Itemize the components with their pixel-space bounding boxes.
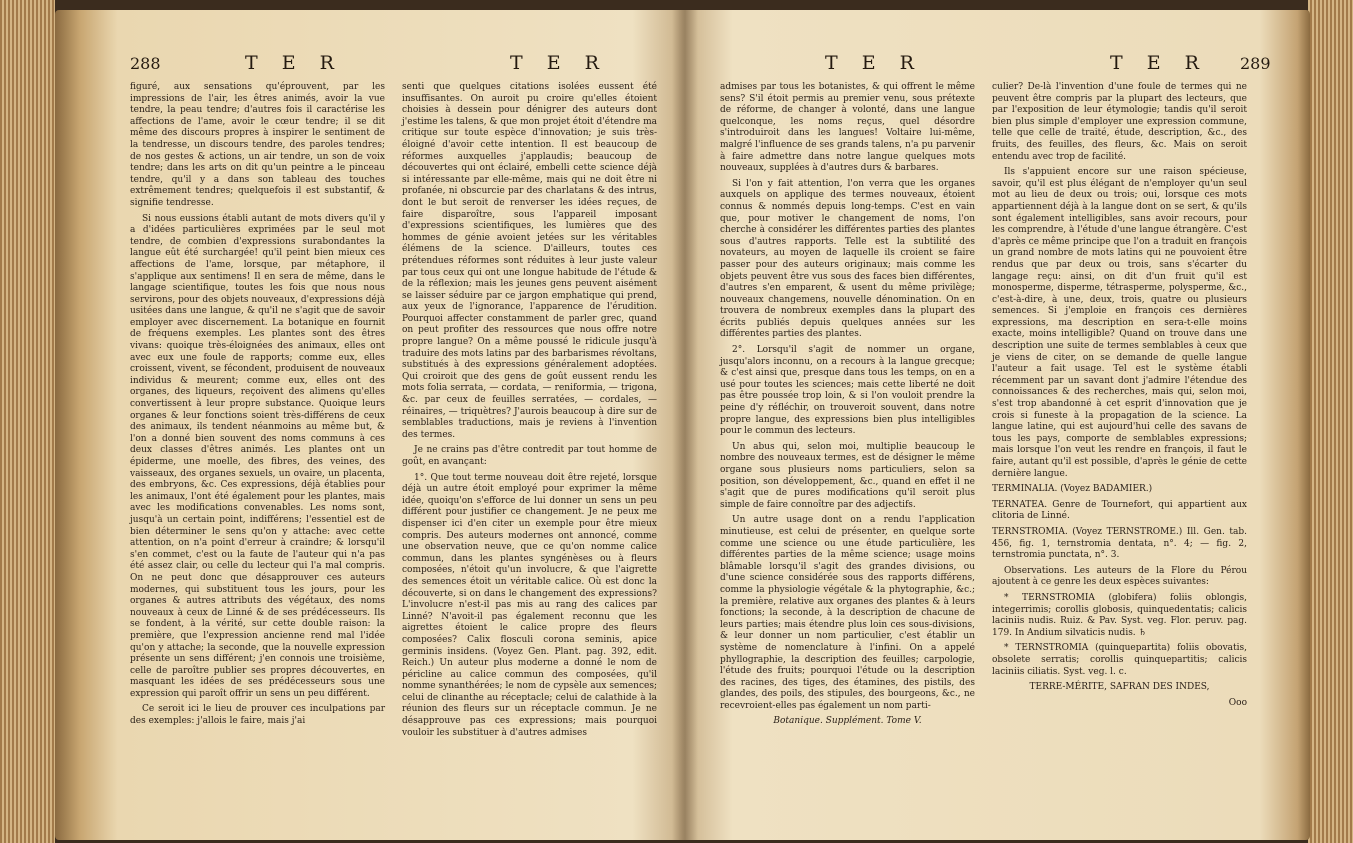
paragraph: Ils s'appuient encore sur une raison spécieuse, savoir, qu'il est plus élégant de n'employer qu'un seul mot au lieu de deux ou trois; oui, lorsque ces mots appartiennent déjà à la langue dont on se sert, & qu'ils sont également intelligibles, sans avoir recours, pour les comprendre, à l'étude d'une langue étrangère. C'est d'après ce même principe que l'on a traduit en françois un grand nombre de mots latins qui ne pouvoient être rendus que par deux ou trois, sans s'écarter du langage reçu: ainsi, on dit d'un fruit qu'il est monosperme, disperme, tétrasperme, polysperme, &c., c'est-à-dire, à une, deux, trois, quatre ou plusieurs semences. Si j'emploie en françois ces dernières expressions, ma description en sera-t-elle moins exacte, moins intelligible? Quand on trouve dans une description une suite de termes semblables à ceux que je viens de citer, on se demande de quelle langue l'auteur a fait usage. Tel est le système établi récemment par un savant dont j'admire l'étendue des connoissances & des recherches, mais qui, selon moi, s'est trop abandonné à cet esprit d'innovation que je crois si funeste à la propagation de la science. La langue latine, qui est aujourd'hui celle des savans de tous les pays, comporte de semblables expressions; mais lorsque l'on veut les rendre en françois, il faut le faire, autant qu'il est possible, d'après le génie de cette dernière langue. [992,167,1247,479]
left-running-head [130,52,670,76]
entry-terminalia: TERMINALIA. (Voyez BADAMIER.) [992,484,1153,495]
right-heading-right: T E R [1110,52,1208,74]
paragraph: senti que quelques citations isolées eussent été insuffisantes. On auroit pu croire qu'elles étoient choisies à dessein pour dénigrer des auteurs dont j'estime les talens, & que mon projet étoit d'étendre ma critique sur toute espèce d'innovation; je suis très-éloigné d'avoir cette intention. Il est beaucoup de réformes auxquelles j'applaudis; beaucoup de découvertes qui ont éclairé, embelli cette science déjà si intéressante par elle-même, mais qui ne doit être ni profanée, ni obscurcie par des charlatans & des intrus, dont le but seroit de renverser les idées reçues, de faire disparoître, sous l'appareil imposant d'expressions scientifiques, les lumières que des hommes de génie avoient jetées sur les véritables élémens de la science. D'ailleurs, toutes ces prétendues réformes sont réduites à leur juste valeur par tous ceux qui ont une longue habitude de l'étude & de la réflexion; mais les jeunes gens peuvent aisément se laisser séduire par ce jargon emphatique qui prend, aux yeux de l'ignorance, l'apparence de l'érudition. Pourquoi affecter constamment de parler grec, quand on peut profiter des ressources que nous offre notre propre langue? On a même poussé le ridicule jusqu'à traduire des mots latins par des barbarismes révoltans, substitués à des expressions généralement adoptées. Qui croiroit que des gens de goût eussent rendu les mots folia serrata, — cordata, — reniformia, — trigona, &c. par ceux de feuilles serratées, — cordales, — réinaires, — triquètres? J'aurois beaucoup à dire sur de semblables traductions, mais je reviens à l'invention des termes. [402,82,657,440]
species-entry: * TERNSTROMIA (globifera) foliis oblongis, integerrimis; corollis globosis, quinquedentatis; calicis laciniis nudis. Ruiz. & Pav. Syst. veg. Flor. peruv. pag. 179. In Andium silvaticis nudis. ♄ [992,592,1247,638]
entry-terre-merite: TERRE-MÉRITE, SAFRAN DES INDES, [1029,682,1210,693]
species-entry: * TERNSTROMIA (quinquepartita) foliis obovatis, obsolete serratis; corollis quinquepartitis; calicis laciniis ciliatis. Syst. veg. l. c. [992,643,1247,677]
right-column-2 [992,82,1247,713]
left-column-1 [130,82,385,732]
paragraph: Un autre usage dont on a rendu l'application minutieuse, est celui de présenter, en quelque sorte comme une science ou une étude particulière, les différentes parties de la même science; usage moins blâmable lorsqu'il s'agit des grandes divisions, ou d'une science considérée sous des rapports différens, comme la physiologie végétale & la phytographie, &c.; la première, relative aux organes des plantes & à leurs fonctions; la seconde, à la description de chacune de leurs parties; mais étendre plus loin ces sous-divisions, & leur donner un nom particulier, c'est établir un système de nomenclature à l'infini. On a appelé phyllographie, la description des feuilles; carpologie, l'étude des fruits; pourquoi l'étude ou la description des racines, des tiges, des étamines, des pistils, des glandes, des poils, des stipules, des bourgeons, &c., ne recevroient-elles pas également un nom parti- [720,515,975,711]
paragraph: admises par tous les botanistes, & qui offrent le même sens? S'il étoit permis au premier venu, sous prétexte de réforme, de changer à volonté, dans une langue quelconque, les noms reçus, quel désordre s'introduiroit dans les langues! Voltaire lui-même, malgré l'influence de ses grands talens, n'a pu parvenir à faire admettre dans notre langue quelques mots nouveaux, supplées à d'autres durs & barbares. [720,82,975,174]
paragraph: Observations. Les auteurs de la Flore du Pérou ajoutent à ce genre les deux espèces suivantes: [992,565,1247,588]
page-footer: Botanique. Supplément. Tome V. [773,716,922,727]
right-heading-left: T E R [825,52,923,74]
paragraph: Si nous eussions établi autant de mots divers qu'il y a d'idées particulières exprimées par le seul mot tendre, de combien d'expressions surabondantes la langue eût été surchargée! qu'il peint bien mieux ces affections de l'ame, lorsque, par métaphore, il s'applique aux sentimens! Il en sera de même, dans le langage scientifique, toutes les fois que nous nous servirons, pour des objets nouveaux, d'expressions déjà usitées dans une langue, & qu'il ne s'agit que de savoir employer avec discernement. La botanique en fournit de fréquens exemples. Les plantes sont des êtres vivans: quoique très-éloignées des animaux, elles ont avec eux une foule de rapports; comme eux, elles croissent, vivent, se fécondent, produisent de nouveaux individus & meurent; comme eux, elles ont des organes, des liqueurs, reçoivent des alimens qu'elles convertissent à leur propre substance. Quoique leurs organes & leur fonctions soient très-différens de ceux des animaux, ils tendent néanmoins au même but, & l'on a donné bien souvent des noms communs à ces deux classes d'êtres animés. Les plantes ont un épiderme, une moelle, des fibres, des veines, des vaisseaux, des organes sexuels, un ovaire, un placenta, des embryons, &c. Ces expressions, déjà établies pour les animaux, l'ont été également pour les plantes, mais avec les modifications convenables. Les noms sont, jusqu'à un certain point, indifférens; l'essentiel est de bien déterminer le sens qu'on y attache: avec cette attention, on n'a point d'erreur à craindre; & lorsqu'il s'en commet, c'est ou la faute de l'auteur qui n'a pas été assez clair, ou celle du lecteur qui l'a mal compris. On ne peut donc que désapprouver ces auteurs modernes, qui substituent tous les jours, pour les organes & autres attributs des végétaux, des noms nouveaux à ceux de Linné & de ses prédécesseurs. Ils se fondent, à la vérité, sur cette double raison: la première, que l'expression ancienne rend mal l'idée qu'on y attache; la seconde, que la nouvelle expression présente un sens différent; j'en connois une troisième, celle de paroître publier ses propres découvertes, en masquant les idées de ses prédécesseurs sous une expression qui paroît offrir un sens un peu différent. [130,213,385,699]
signature-mark: Ooo [1228,697,1247,708]
book-edge-left [0,0,55,843]
paragraph: Un abus qui, selon moi, multiplie beaucoup le nombre des nouveaux termes, est de désigner le même organe sous plusieurs noms particuliers, selon sa position, son développement, &c., quand en effet il ne s'agit que de pures modifications qu'il seroit plus simple de faire connoître par des adjectifs. [720,441,975,510]
book-gutter [672,10,698,840]
paragraph: Je ne crains pas d'être contredit par tout homme de goût, en avançant: [402,445,657,467]
right-running-head [720,52,1280,76]
left-heading-right: T E R [510,52,608,74]
right-page-number: 289 [1240,54,1271,73]
left-page-number: 288 [130,54,161,73]
entry-ternstromia: TERNSTROMIA. (Voyez TERNSTROME.) Ill. Gen. tab. 456, fig. 1, ternstromia dentata, n°. 4; — fig. 2, ternstromia punctata, n°. 3. [992,526,1247,561]
paragraph: 2°. Lorsqu'il s'agit de nommer un organe, jusqu'alors inconnu, on a recours à la langue grecque; & c'est ainsi que, presque dans tous les temps, on en a usé pour toutes les sciences; mais cette liberté ne doit pas être poussée trop loin, & si l'on vouloit prendre la peine d'y réfléchir, on trouveroit souvent, dans notre propre langue, des expressions bien plus intelligibles pour le commun des lecteurs. [720,345,975,437]
book-edge-right [1308,0,1353,843]
left-heading-left: T E R [245,52,343,74]
left-column-2 [402,82,657,743]
paragraph: figuré, aux sensations qu'éprouvent, par les impressions de l'air, les êtres animés, avoir la vue tendre, la peau tendre; d'autres fois il caractérise les affections de l'ame, avoir le cœur tendre; il se dit même des discours propres à inspirer le sentiment de la tendresse, un discours tendre, des paroles tendres; de nos gestes & actions, un air tendre, un son de voix tendre; dans les arts on dit qu'un peintre a le pinceau tendre, qu'il y a dans son tableau des touches extrêmement tendres; quelquefois il est substantif, & signifie tendresse. [130,82,385,208]
entry-ternatea: TERNATEA. Genre de Tournefort, qui appartient aux clitoria de Linné. [992,499,1247,522]
paragraph: Ce seroit ici le lieu de prouver ces inculpations par des exemples: j'allois le faire, mais j'ai [130,704,385,727]
paragraph: Si l'on y fait attention, l'on verra que les organes auxquels on applique des termes nouveaux, étoient connus & nommés depuis long-temps. C'est en vain que, pour motiver le changement de noms, l'on cherche à considérer les différentes parties des plantes sous d'autres rapports. Telle est la subtilité des novateurs, au moyen de laquelle ils croient se faire passer pour des auteurs originaux; mais comme les objets peuvent être vus sous des faces bien différentes, d'autres s'en emparent, & usent du même privilège; nouveaux changemens, nouvelle dénomination. On en trouvera de nombreux exemples dans la plupart des écrits publiés depuis quelques années sur les différentes parties des plantes. [720,178,975,340]
right-column-1 [720,82,975,732]
paragraph: culier? De-là l'invention d'une foule de termes qui ne peuvent être compris par la plupart des lecteurs, que par l'exposition de leur étymologie; tandis qu'il seroit bien plus simple d'employer une expression commune, telle que celle de traité, étude, description, &c., des fruits, des feuilles, des fleurs, &c. Mais on seroit entendu avec trop de facilité. [992,82,1247,162]
paragraph: 1°. Que tout terme nouveau doit être rejeté, lorsque déjà un autre étoit employé pour exprimer la même idée, quoiqu'on s'efforce de lui donner un sens un peu différent pour justifier ce changement. Je ne peux me dispenser ici d'en citer un exemple pour être mieux compris. Des auteurs modernes ont annoncé, comme une observation neuve, que ce qu'on nomme calice commun, dans les plantes syngénèses ou à fleurs composées, n'étoit qu'un involucre, & que l'aigrette des semences étoit un véritable calice. Où est donc la découverte, si on dans le changement des expressions? L'involucre n'est-il pas mis au rang des calices par Linné? N'avoit-il pas également reconnu que les aigrettes étoient le calice propre des fleurs composées? Calix flosculi corona seminis, apice germinis insidens. (Voyez Gen. Plant. pag. 392, edit. Reich.) Un auteur plus moderne a donné le nom de péricline au calice commun des composées, qu'il nomme synanthérées; le nom de cypsèle aux semences; celui de clinanthe au réceptacle; celui de calathide à la réunion des fleurs sur un réceptacle commun. Je ne désapprouve pas ces expressions; mais pourquoi vouloir les substituer à d'autres admises [402,472,657,738]
